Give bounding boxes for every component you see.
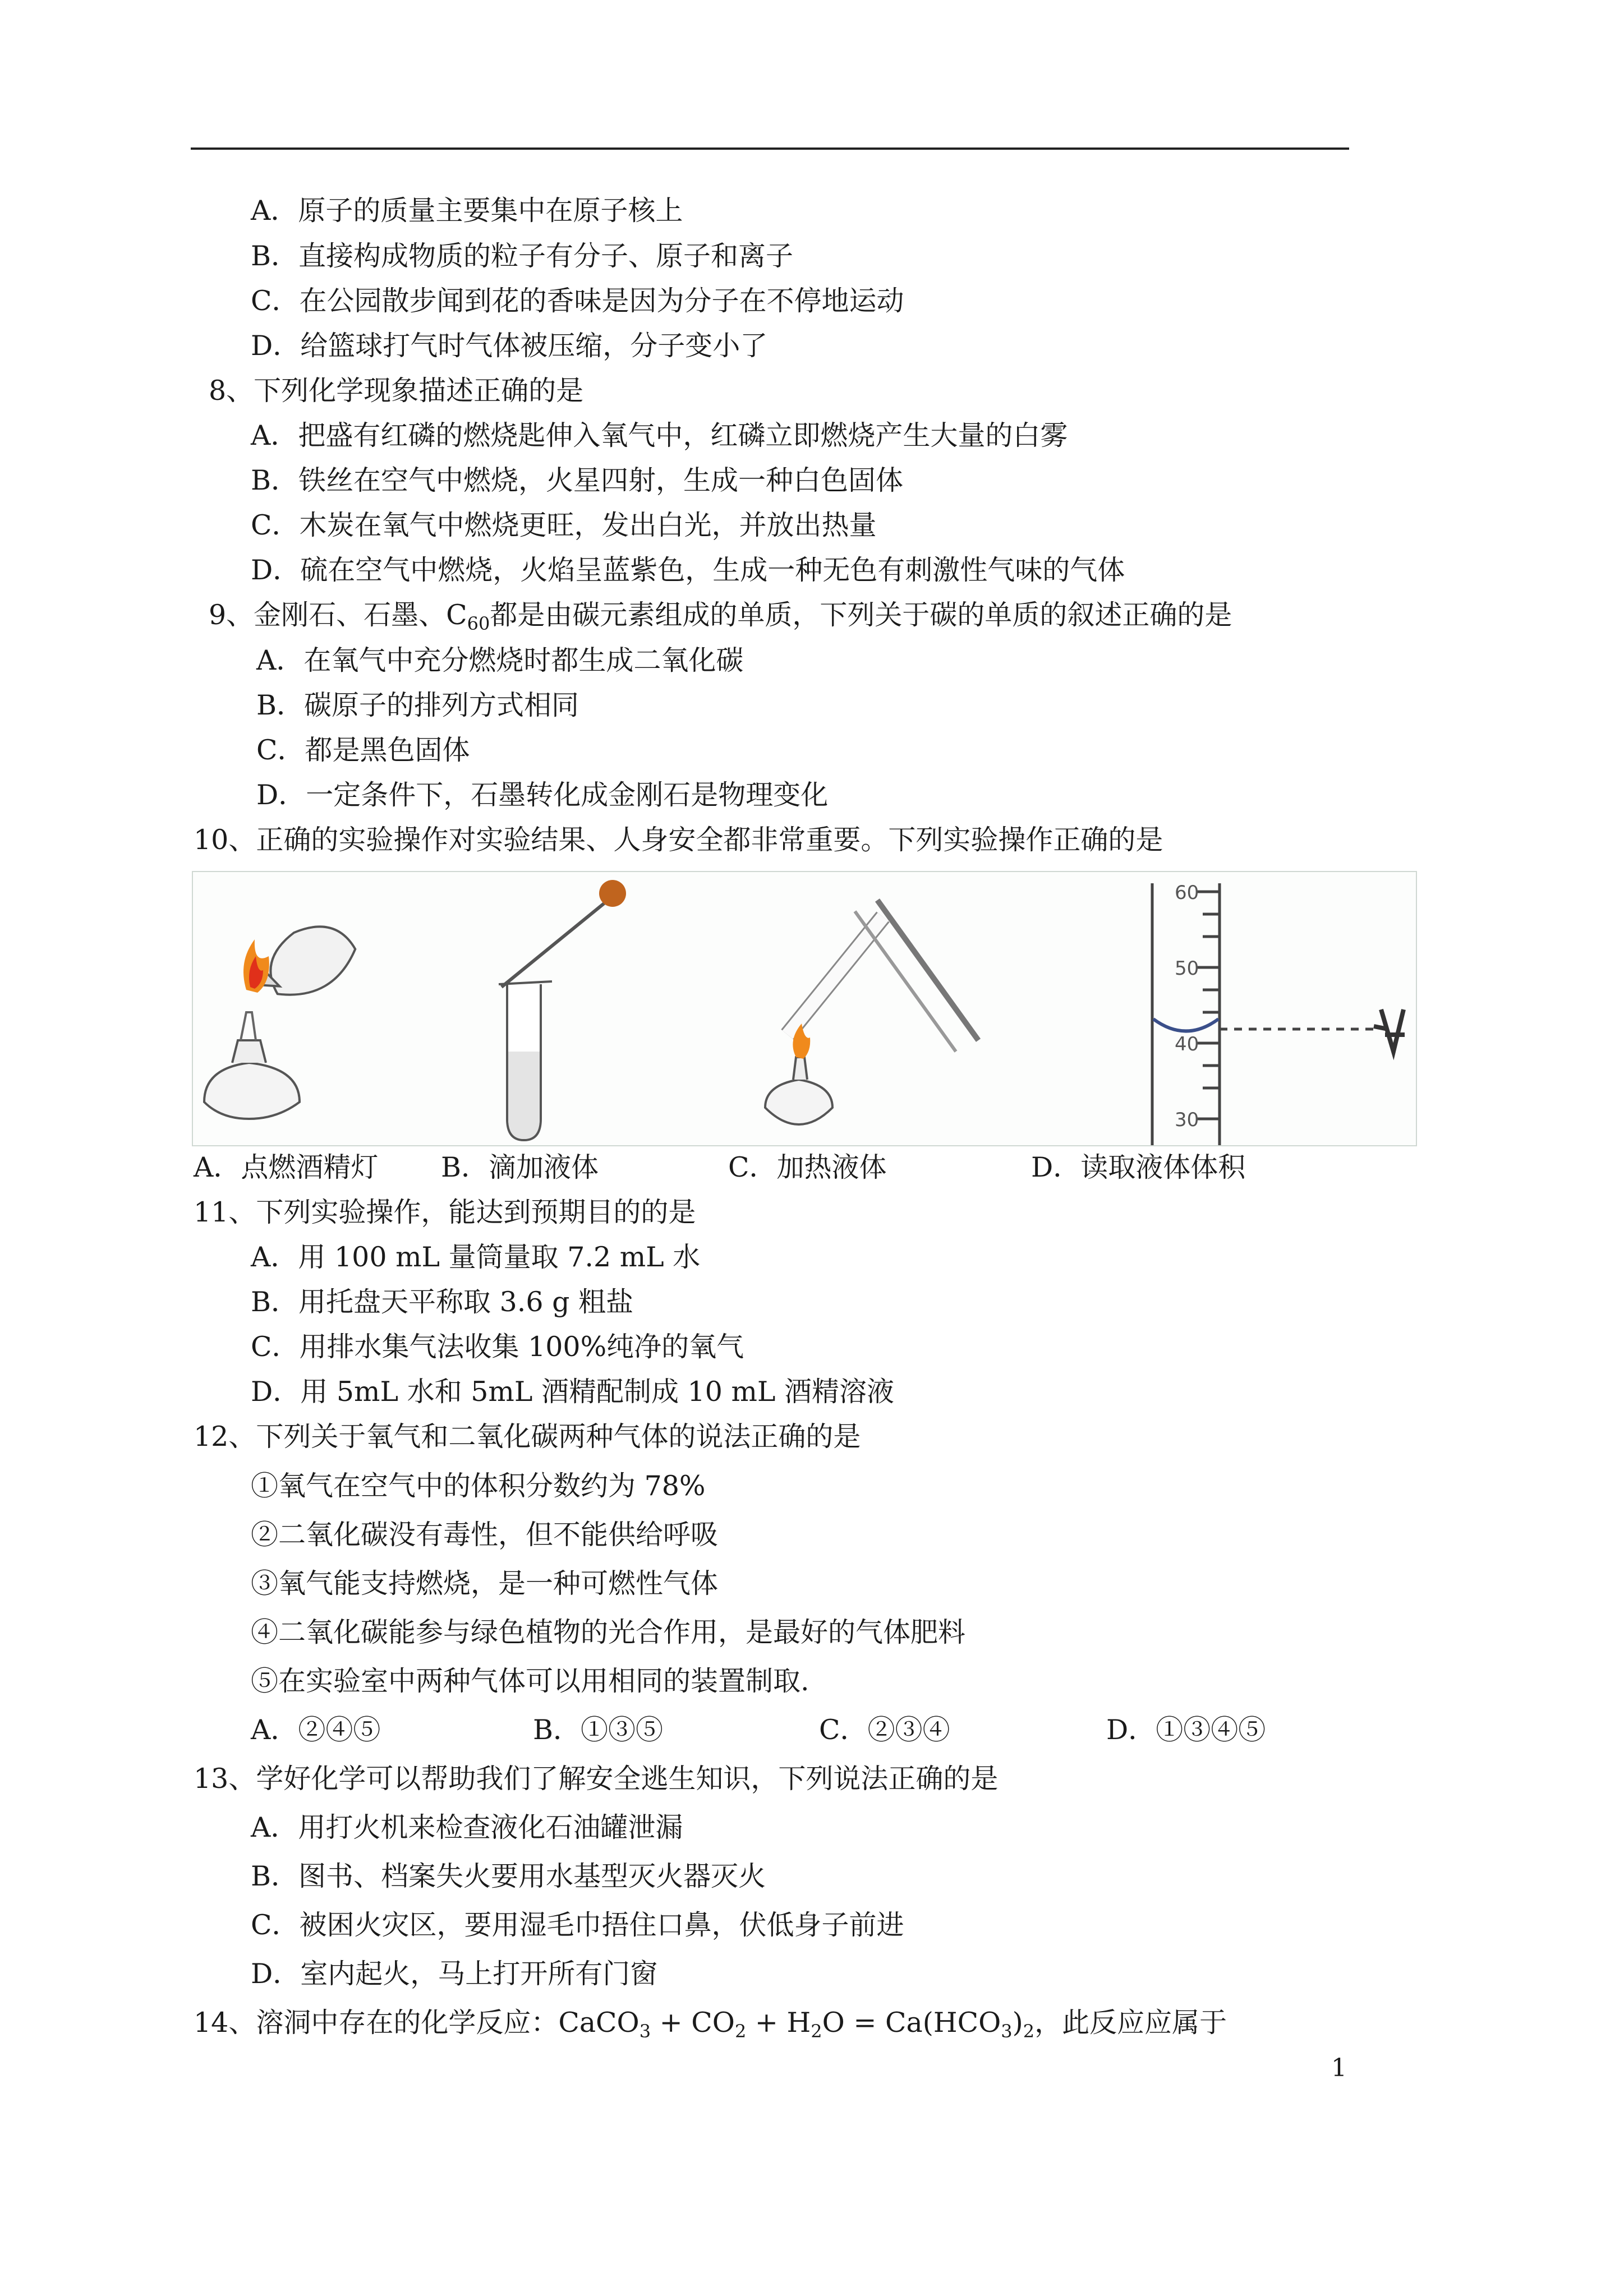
q7-option-a: A．原子的质量主要集中在原子核上 — [251, 195, 683, 227]
q12-statement-1: ①氧气在空气中的体积分数约为 78% — [251, 1470, 706, 1502]
q8-option-d: D．硫在空气中燃烧，火焰呈蓝紫色，生成一种无色有刺激性气味的气体 — [251, 554, 1125, 586]
q10-stem: 10、正确的实验操作对实验结果、人身安全都非常重要。下列实验操作正确的是 — [194, 824, 1163, 856]
q12-option-b: B．①③⑤ — [533, 1714, 664, 1746]
cylinder-mark-60: 60 — [1175, 882, 1199, 904]
q11-option-c: C．用排水集气法收集 100%纯净的氧气 — [251, 1331, 744, 1363]
q9-option-c: C．都是黑色固体 — [256, 734, 470, 766]
page-number: 1 — [1331, 2054, 1347, 2082]
q10-caption-a: A．点燃酒精灯 — [194, 1151, 379, 1183]
q12-stem: 12、下列关于氧气和二氧化碳两种气体的说法正确的是 — [194, 1421, 861, 1453]
q13-stem: 13、学好化学可以帮助我们了解安全逃生知识，下列说法正确的是 — [194, 1763, 999, 1795]
cylinder-mark-30: 30 — [1175, 1109, 1199, 1131]
cylinder-mark-50: 50 — [1175, 957, 1199, 980]
q7-option-b: B．直接构成物质的粒子有分子、原子和离子 — [251, 240, 794, 272]
q11-option-d: D．用 5mL 水和 5mL 酒精配制成 10 mL 酒精溶液 — [251, 1376, 895, 1408]
q14-sub-2: 2 — [734, 2021, 747, 2042]
dropper-bulb-icon — [599, 880, 626, 907]
q14-sub-4: 3 — [1001, 2021, 1013, 2042]
q12-statement-4: ④二氧化碳能参与绿色植物的光合作用，是最好的气体肥料 — [251, 1616, 966, 1648]
q14-sub-5: 2 — [1023, 2021, 1035, 2042]
q9-stem-pre: 9、金刚石、石墨、C — [209, 599, 467, 631]
q9-stem-post: 都是由碳元素组成的单质，下列关于碳的单质的叙述正确的是 — [490, 599, 1232, 631]
q13-option-b: B．图书、档案失火要用水基型灭火器灭火 — [251, 1860, 766, 1892]
q12-statement-2: ②二氧化碳没有毒性，但不能供给呼吸 — [251, 1519, 719, 1551]
q11-stem: 11、下列实验操作，能达到预期目的的是 — [194, 1196, 696, 1228]
q11-option-b: B．用托盘天平称取 3.6 g 粗盐 — [251, 1286, 634, 1318]
q13-option-d: D．室内起火，马上打开所有门窗 — [251, 1958, 658, 1990]
q14-stem — [194, 2006, 1227, 2040]
q14-part-6: ，此反应应属于 — [1034, 2007, 1227, 2039]
q14-part-2: + CO — [651, 2007, 735, 2039]
alcohol-lamp-lighting-illustration — [204, 910, 364, 1119]
heating-test-tube-illustration — [765, 900, 978, 1124]
q14-part-4: O = Ca(HCO — [822, 2007, 1001, 2039]
q12-option-a: A．②④⑤ — [251, 1714, 381, 1746]
q14-part-1: 14、溶洞中存在的化学反应：CaCO — [194, 2007, 640, 2039]
q9-stem-sub: 60 — [467, 613, 490, 634]
experiment-figure — [192, 871, 1417, 1146]
q9-stem — [209, 598, 1232, 632]
q9-option-a: A．在氧气中充分燃烧时都生成二氧化碳 — [256, 644, 744, 676]
eye-icon — [1374, 1009, 1405, 1052]
q10-caption-c: C．加热液体 — [728, 1151, 887, 1183]
q8-option-b: B．铁丝在空气中燃烧，火星四射，生成一种白色固体 — [251, 464, 904, 496]
q12-option-d: D．①③④⑤ — [1106, 1714, 1266, 1746]
q14-part-5: ) — [1012, 2007, 1023, 2039]
q13-option-a: A．用打火机来检查液化石油罐泄漏 — [251, 1811, 683, 1843]
q9-option-d: D．一定条件下，石墨转化成金刚石是物理变化 — [256, 779, 829, 811]
q10-caption-d: D．读取液体体积 — [1031, 1151, 1246, 1183]
q12-statement-5: ⑤在实验室中两种气体可以用相同的装置制取. — [251, 1665, 809, 1697]
dropper-test-tube-illustration — [499, 900, 608, 1140]
q8-option-c: C．木炭在氧气中燃烧更旺，发出白光，并放出热量 — [251, 509, 877, 541]
q8-option-a: A．把盛有红磷的燃烧匙伸入氧气中，红磷立即燃烧产生大量的白雾 — [251, 419, 1068, 451]
cylinder-mark-40: 40 — [1175, 1033, 1199, 1055]
q7-option-d: D．给篮球打气时气体被压缩，分子变小了 — [251, 330, 768, 362]
graduated-cylinder-illustration — [1152, 883, 1377, 1145]
q8-stem: 8、下列化学现象描述正确的是 — [209, 375, 584, 407]
q11-option-a: A．用 100 mL 量筒量取 7.2 mL 水 — [251, 1241, 701, 1273]
q7-option-c: C．在公园散步闻到花的香味是因为分子在不停地运动 — [251, 285, 904, 317]
q14-part-3: + H — [746, 2007, 811, 2039]
q14-sub-1: 3 — [639, 2021, 651, 2042]
q13-option-c: C．被困火灾区，要用湿毛巾捂住口鼻，伏低身子前进 — [251, 1909, 904, 1941]
experiment-illustrations — [193, 872, 1416, 1145]
q14-sub-3: 2 — [811, 2021, 822, 2042]
q10-caption-b: B．滴加液体 — [441, 1151, 599, 1183]
q9-option-b: B．碳原子的排列方式相同 — [256, 689, 579, 721]
q12-option-c: C．②③④ — [819, 1714, 950, 1746]
q12-statement-3: ③氧气能支持燃烧，是一种可燃性气体 — [251, 1567, 719, 1599]
header-rule — [191, 147, 1349, 150]
